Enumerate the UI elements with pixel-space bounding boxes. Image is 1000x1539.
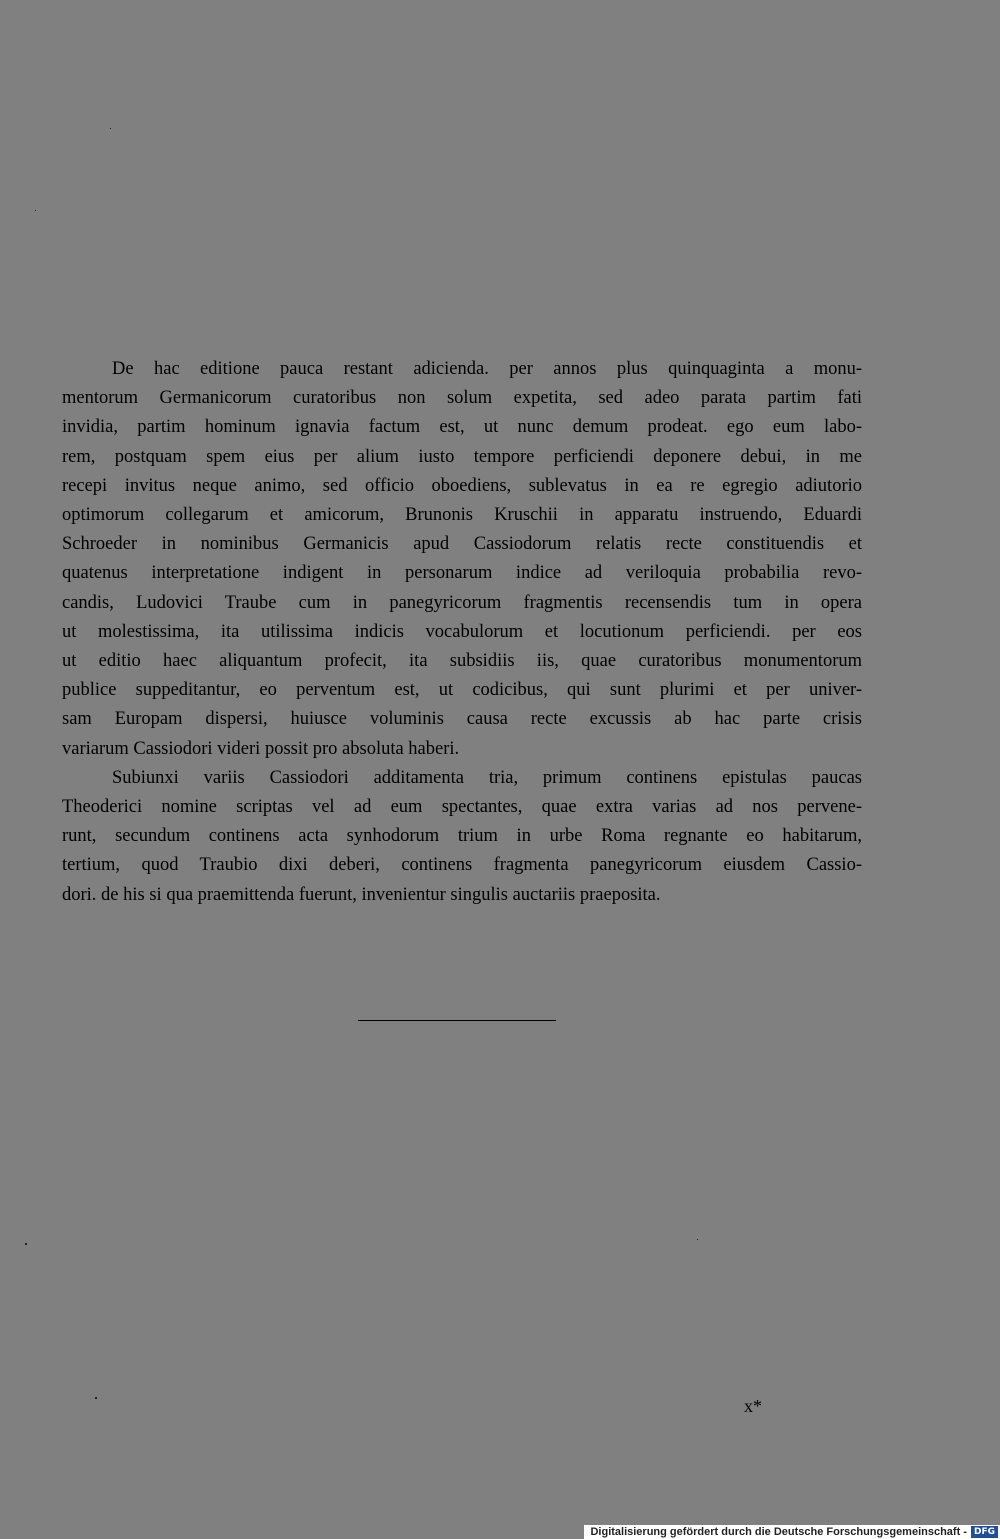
digitization-footer xyxy=(584,1525,1000,1539)
paragraph-2 xyxy=(62,764,862,910)
text-line: sam Europam dispersi, huiusce voluminis causa recte excussis ab hac parte crisis xyxy=(62,709,862,730)
text-line: De hac editione pauca restant adicienda. per annos plus quinquaginta a monu- xyxy=(112,359,862,379)
text-line: ut editio haec aliquantum profecit, ita subsidiis iis, quae curatoribus monumentorum xyxy=(62,651,862,672)
text-line: ut molestissima, ita utilissima indicis vocabulorum et locutionum perficiendi. per eos xyxy=(62,621,862,642)
text-line: Theoderici nomine scriptas vel ad eum spectantes, quae extra varias ad nos pervene- xyxy=(62,797,862,818)
text-line: invidia, partim hominum ignavia factum est, ut nunc demum prodeat. ego eum labo- xyxy=(62,417,862,438)
paragraph-1 xyxy=(62,355,862,764)
signature-mark: x* xyxy=(744,1396,762,1416)
text-line: Subiunxi variis Cassiodori additamenta tria, primum continens epistulas paucas xyxy=(112,767,862,788)
text-line: quatenus interpretatione indigent in personarum indice ad veriloquia probabilia revo- xyxy=(62,563,862,584)
text-line: tertium, quod Traubio dixi deberi, continens fragmenta panegyricorum eiusdem Cassio- xyxy=(62,855,862,876)
text-line: dori. de his si qua praemittenda fuerunt, invenientur singulis auctariis praeposita. xyxy=(62,884,661,905)
text-line: optimorum collegarum et amicorum, Brunonis Kruschii in apparatu instruendo, Eduardi xyxy=(62,505,862,526)
dfg-logo-icon: DFG xyxy=(971,1526,998,1538)
scan-speck xyxy=(95,1397,97,1399)
text-line: variarum Cassiodori videri possit pro absoluta haberi. xyxy=(62,738,460,759)
scan-speck xyxy=(697,1239,698,1240)
page-body xyxy=(62,355,862,910)
scan-speck xyxy=(35,210,36,211)
text-line: Schroeder in nominibus Germanicis apud Cassiodorum relatis recte constituendis et xyxy=(62,534,862,555)
text-line: recepi invitus neque animo, sed officio oboediens, sublevatus in ea re egregio adiutorio xyxy=(62,475,862,496)
scan-speck xyxy=(110,128,111,129)
section-divider xyxy=(358,1020,556,1021)
footer-text: Digitalisierung gefördert durch die Deutsche Forschungsgemeinschaft - xyxy=(590,1526,967,1538)
text-line: runt, secundum continens acta synhodorum trium in urbe Roma regnante eo habitarum, xyxy=(62,826,862,847)
text-line: publice suppeditantur, eo perventum est, ut codicibus, qui sunt plurimi et per univer- xyxy=(62,680,862,701)
scan-speck xyxy=(25,1243,27,1245)
text-line: candis, Ludovici Traube cum in panegyricorum fragmentis recensendis tum in opera xyxy=(62,592,862,613)
text-line: mentorum Germanicorum curatoribus non solum expetita, sed adeo parata partim fati xyxy=(62,388,862,409)
text-line: rem, postquam spem eius per alium iusto tempore perficiendi deponere debui, in me xyxy=(62,446,862,467)
